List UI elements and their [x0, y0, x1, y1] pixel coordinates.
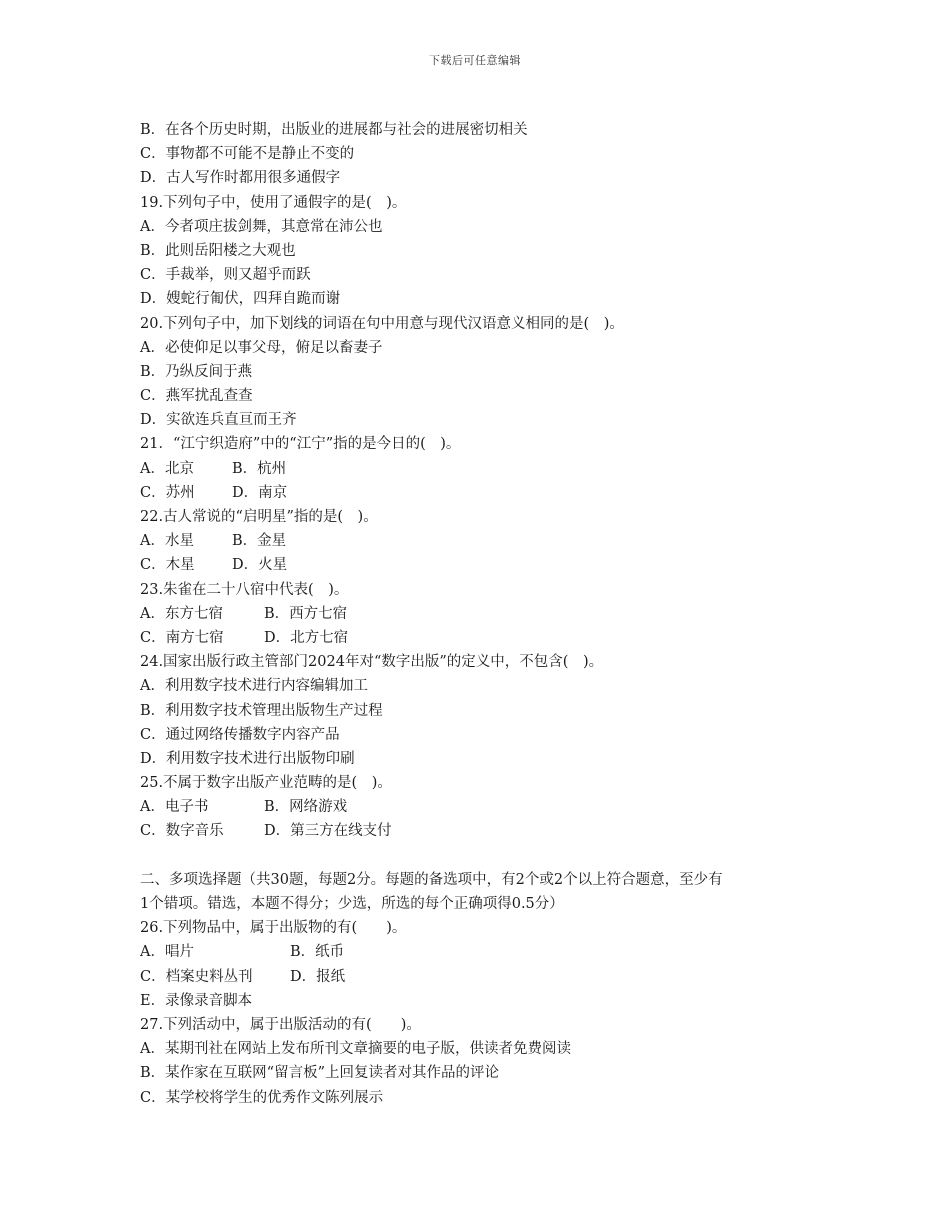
- option-b: B．乃纵反间于燕: [140, 363, 253, 380]
- option-row: [140, 602, 830, 626]
- option-a: A．北京: [140, 460, 194, 477]
- option-row: [140, 529, 830, 553]
- option-b: B．网络游戏: [264, 799, 348, 816]
- question-26: 26.下列物品中，属于出版物的有( )。: [140, 920, 407, 937]
- option-c: C．数字音乐: [140, 823, 224, 840]
- option-c: C．南方七宿: [140, 629, 224, 646]
- option-b: B．金星: [232, 533, 287, 550]
- option-d: D．嫂蛇行匍伏，四拜自跪而谢: [140, 291, 341, 308]
- option-c: C．燕军扰乱查查: [140, 388, 253, 405]
- option-e: E．录像录音脚本: [140, 992, 253, 1009]
- question-27: 27.下列活动中，属于出版活动的有( )。: [140, 1016, 421, 1033]
- option-d: D．北方七宿: [264, 629, 349, 646]
- text-line: B．在各个历史时期，出版业的进展都与社会的进展密切相关: [140, 122, 528, 138]
- option-row: [140, 819, 830, 843]
- option-row: [140, 965, 830, 989]
- option-c: C．档案史料丛刊: [140, 968, 253, 985]
- document-body: [140, 118, 830, 1110]
- option-b: B．某作家在互联网“留言板”上回复读者对其作品的评论: [140, 1065, 499, 1082]
- question-25: 25.不属于数字出版产业范畴的是( )。: [140, 775, 392, 792]
- option-c: C．手裁举，则又超乎而跃: [140, 267, 311, 284]
- question-22: 22.古人常说的“启明星”指的是( )。: [140, 509, 378, 525]
- option-a: A．利用数字技术进行内容编辑加工: [140, 678, 368, 695]
- option-a: A．水星: [140, 533, 194, 550]
- option-d: D．利用数字技术进行出版物印刷: [140, 750, 355, 767]
- option-d: D．火星: [232, 557, 288, 574]
- question-20: 20.下列句子中，加下划线的词语在句中用意与现代汉语意义相同的是( )。: [140, 315, 624, 332]
- option-a: A．必使仰足以事父母，俯足以畜妻子: [140, 339, 383, 356]
- section-heading: 二、多项选择题（共30题，每题2分。每题的备选项中，有2个或2个以上符合题意，至少有: [140, 871, 723, 888]
- option-b: B．此则岳阳楼之大观也: [140, 242, 296, 259]
- option-row: [140, 553, 830, 577]
- question-19: 19.下列句子中，使用了通假字的是( )。: [140, 194, 407, 211]
- page-header: 下载后可任意编辑: [429, 54, 521, 67]
- option-row: [140, 481, 830, 505]
- option-row: [140, 626, 830, 650]
- option-d: D．报纸: [290, 968, 346, 985]
- option-a: A．东方七宿: [140, 605, 223, 622]
- option-a: A．电子书: [140, 799, 209, 816]
- option-c: C．通过网络传播数字内容产品: [140, 726, 340, 743]
- question-21: 21．“江宁织造府”中的“江宁”指的是今日的( )。: [140, 436, 461, 453]
- option-b: B．西方七宿: [264, 605, 348, 622]
- question-24: 24.国家出版行政主管部门2024年对“数字出版”的定义中，不包含( )。: [140, 654, 604, 671]
- option-c: C．苏州: [140, 484, 195, 501]
- option-row: [140, 457, 830, 481]
- section-instructions: 1个错项。错选，本题不得分；少选，所选的每个正确项得0.5分）: [140, 896, 564, 912]
- option-c: C．木星: [140, 557, 195, 574]
- question-23: 23.朱雀在二十八宿中代表( )。: [140, 581, 349, 598]
- option-c: C．某学校将学生的优秀作文陈列展示: [140, 1089, 384, 1106]
- option-row: [140, 940, 830, 964]
- option-d: D．南京: [232, 484, 288, 501]
- option-a: A．某期刊社在网站上发布所刊文章摘要的电子版，供读者免费阅读: [140, 1041, 571, 1058]
- option-d: D．实欲连兵直亘而王齐: [140, 412, 297, 429]
- option-a: A．今者项庄拔剑舞，其意常在沛公也: [140, 218, 383, 235]
- option-row: [140, 795, 830, 819]
- text-line: C．事物都不可能不是静止不变的: [140, 146, 355, 163]
- option-d: D．第三方在线支付: [264, 823, 392, 840]
- option-b: B．纸币: [290, 944, 345, 961]
- section-spacer: [140, 844, 830, 868]
- option-b: B．杭州: [232, 460, 287, 477]
- option-b: B．利用数字技术管理出版物生产过程: [140, 702, 383, 719]
- text-line: D．古人写作时都用很多通假字: [140, 170, 341, 187]
- option-a: A．唱片: [140, 944, 194, 961]
